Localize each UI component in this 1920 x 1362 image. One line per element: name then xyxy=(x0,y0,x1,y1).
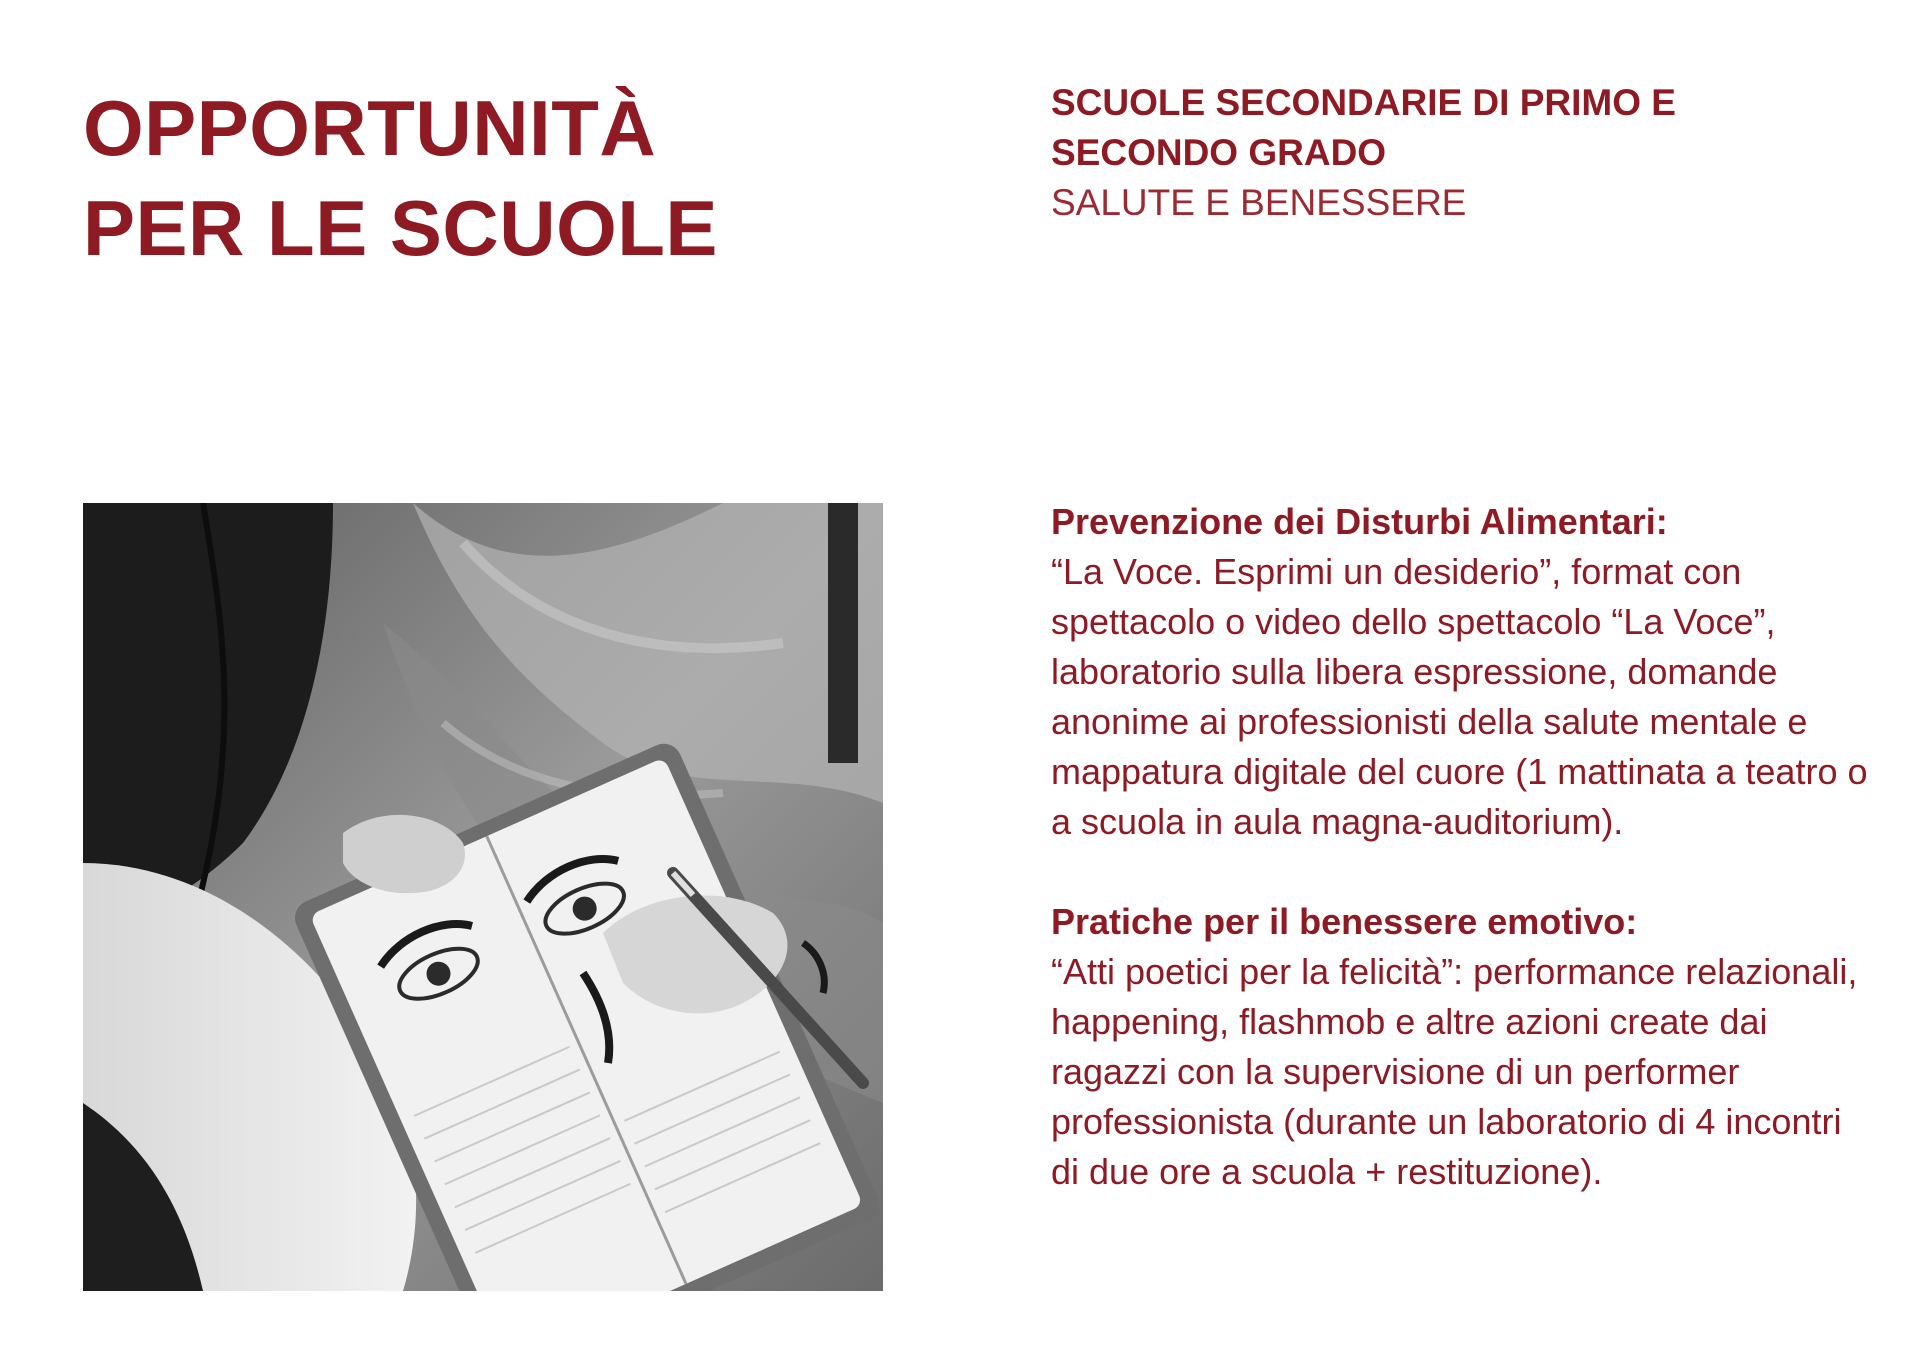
program-description: “La Voce. Esprimi un desiderio”, format con spettacolo o video dello spettacolo “La Voce”, laboratorio sulla libera espressione, domande anonime ai professionisti della salute mentale e mappatura digitale del cuore (1 mattinata a teatro o a scuola in aula magna-auditorium). xyxy=(1051,551,1868,842)
page-title-line-2: PER LE SCUOLE xyxy=(83,184,718,272)
audience-line-1: SCUOLE SECONDARIE DI PRIMO E xyxy=(1051,82,1676,123)
program-item xyxy=(1051,497,1871,847)
photo-illustration xyxy=(83,503,883,1291)
audience-block xyxy=(1051,78,1851,228)
student-drawing-photo xyxy=(83,503,883,1291)
topic-label: SALUTE E BENESSERE xyxy=(1051,182,1467,223)
page-title-line-1: OPPORTUNITÀ xyxy=(83,84,657,172)
program-item xyxy=(1051,897,1871,1197)
program-list xyxy=(1051,497,1871,1247)
program-heading: Prevenzione dei Disturbi Alimentari: xyxy=(1051,501,1668,542)
program-description: “Atti poetici per la felicità”: performance relazionali, happening, flashmob e altre azioni create dai ragazzi con la supervisione di un performer professionista (durante un laboratorio di 4 incontri di due ore a scuola + restituzione). xyxy=(1051,951,1858,1192)
page-title xyxy=(83,78,718,278)
audience-line-2: SECONDO GRADO xyxy=(1051,132,1387,173)
program-heading: Pratiche per il benessere emotivo: xyxy=(1051,901,1638,942)
